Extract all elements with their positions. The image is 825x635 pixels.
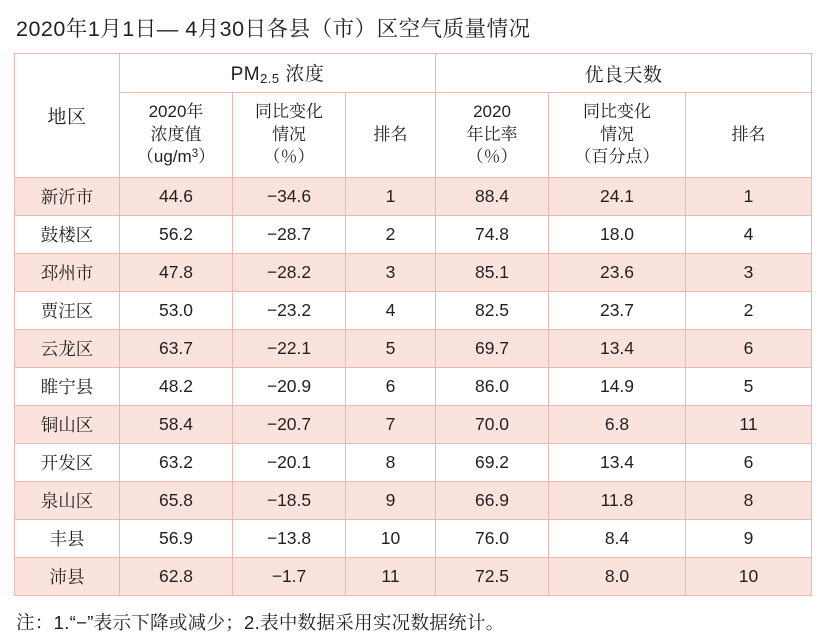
- cell-gd-rank: 10: [686, 558, 812, 596]
- table-group-header-row: [15, 54, 812, 93]
- pm-value-unit-exp: 3: [191, 148, 199, 161]
- pm-value-line3: [120, 146, 232, 169]
- table-subheader-row: [15, 93, 812, 178]
- cell-pm-change: −1.7: [233, 558, 346, 596]
- cell-pm-value: 63.7: [120, 330, 233, 368]
- cell-gd-rank: 3: [686, 254, 812, 292]
- cell-gd-value: 82.5: [436, 292, 549, 330]
- cell-pm-value: 48.2: [120, 368, 233, 406]
- cell-pm-value: 56.9: [120, 520, 233, 558]
- cell-region: 云龙区: [15, 330, 120, 368]
- cell-pm-rank: 8: [346, 444, 436, 482]
- cell-pm-value: 62.8: [120, 558, 233, 596]
- cell-region: 泉山区: [15, 482, 120, 520]
- pm-change-line3: （％）: [263, 147, 315, 167]
- cell-pm-rank: 7: [346, 406, 436, 444]
- cell-gd-change: 23.7: [549, 292, 686, 330]
- cell-gd-change: 18.0: [549, 216, 686, 254]
- cell-region: 铜山区: [15, 406, 120, 444]
- cell-gd-change: 13.4: [549, 444, 686, 482]
- cell-pm-change: −34.6: [233, 178, 346, 216]
- column-header-pm-value: [120, 93, 233, 178]
- cell-gd-value: 72.5: [436, 558, 549, 596]
- cell-pm-change: −22.1: [233, 330, 346, 368]
- cell-pm-value: 63.2: [120, 444, 233, 482]
- cell-region: 邳州市: [15, 254, 120, 292]
- cell-region: 沛县: [15, 558, 120, 596]
- cell-pm-change: −13.8: [233, 520, 346, 558]
- gd-change-line1: 同比变化: [583, 101, 651, 121]
- table-row: [15, 330, 812, 368]
- cell-pm-rank: 1: [346, 178, 436, 216]
- cell-pm-rank: 3: [346, 254, 436, 292]
- cell-pm-rank: 9: [346, 482, 436, 520]
- table-row: [15, 520, 812, 558]
- table-row: [15, 368, 812, 406]
- cell-pm-change: −20.7: [233, 406, 346, 444]
- cell-pm-value: 53.0: [120, 292, 233, 330]
- column-header-pm-change: [233, 93, 346, 178]
- cell-pm-rank: 5: [346, 330, 436, 368]
- gd-value-line3: （％）: [466, 147, 518, 167]
- table-row: [15, 178, 812, 216]
- cell-gd-value: 66.9: [436, 482, 549, 520]
- cell-pm-rank: 4: [346, 292, 436, 330]
- cell-gd-value: 74.8: [436, 216, 549, 254]
- pm25-label-sub: 2.5: [260, 71, 280, 87]
- cell-region: 睢宁县: [15, 368, 120, 406]
- page-title: 2020年1月1日— 4月30日各县（市）区空气质量情况: [16, 17, 531, 41]
- cell-pm-change: −28.7: [233, 216, 346, 254]
- cell-gd-change: 14.9: [549, 368, 686, 406]
- table-row: [15, 558, 812, 596]
- gd-change-line3: （百分点）: [574, 147, 660, 167]
- cell-pm-change: −20.1: [233, 444, 346, 482]
- gd-value-line1: 2020: [473, 101, 511, 121]
- cell-gd-rank: 5: [686, 368, 812, 406]
- table-footnote: 注：1.“−”表示下降或减少；2.表中数据采用实况数据统计。: [16, 612, 505, 633]
- air-quality-table: [14, 53, 812, 596]
- cell-region: 鼓楼区: [15, 216, 120, 254]
- cell-gd-change: 24.1: [549, 178, 686, 216]
- cell-pm-value: 47.8: [120, 254, 233, 292]
- cell-gd-change: 11.8: [549, 482, 686, 520]
- cell-gd-rank: 1: [686, 178, 812, 216]
- pm-change-line1: 同比变化: [255, 101, 323, 121]
- cell-pm-value: 65.8: [120, 482, 233, 520]
- cell-pm-value: 44.6: [120, 178, 233, 216]
- cell-region: 新沂市: [15, 178, 120, 216]
- cell-gd-value: 86.0: [436, 368, 549, 406]
- cell-gd-change: 8.0: [549, 558, 686, 596]
- cell-gd-rank: 2: [686, 292, 812, 330]
- cell-region: 贾汪区: [15, 292, 120, 330]
- cell-pm-change: −23.2: [233, 292, 346, 330]
- cell-pm-change: −20.9: [233, 368, 346, 406]
- pm-value-unit: （ug/m: [136, 147, 192, 167]
- column-header-pm-rank: 排名: [346, 93, 436, 178]
- cell-gd-value: 69.7: [436, 330, 549, 368]
- cell-gd-value: 76.0: [436, 520, 549, 558]
- cell-gd-rank: 8: [686, 482, 812, 520]
- cell-pm-rank: 2: [346, 216, 436, 254]
- cell-gd-change: 23.6: [549, 254, 686, 292]
- cell-gd-value: 85.1: [436, 254, 549, 292]
- column-group-header-pm25: [120, 54, 436, 93]
- cell-region: 丰县: [15, 520, 120, 558]
- cell-gd-value: 69.2: [436, 444, 549, 482]
- cell-pm-rank: 11: [346, 558, 436, 596]
- cell-gd-rank: 6: [686, 444, 812, 482]
- cell-pm-value: 56.2: [120, 216, 233, 254]
- column-header-gd-value: [436, 93, 549, 178]
- pm-value-line1: 2020年: [148, 101, 204, 121]
- gd-value-line2: 年比率: [466, 124, 518, 144]
- cell-pm-change: −18.5: [233, 482, 346, 520]
- cell-pm-change: −28.2: [233, 254, 346, 292]
- cell-gd-change: 8.4: [549, 520, 686, 558]
- column-header-region: 地区: [15, 54, 120, 178]
- column-header-gd-change: [549, 93, 686, 178]
- cell-gd-rank: 4: [686, 216, 812, 254]
- pm-value-line2: 浓度值: [150, 124, 202, 144]
- pm25-label-post: 浓度: [279, 64, 325, 86]
- table-row: [15, 406, 812, 444]
- pm25-label-pre: PM: [230, 64, 261, 86]
- column-group-header-good-days: 优良天数: [436, 54, 812, 93]
- gd-change-line2: 情况: [600, 124, 634, 144]
- pm-value-unit-end: ）: [198, 147, 216, 167]
- cell-gd-value: 70.0: [436, 406, 549, 444]
- cell-region: 开发区: [15, 444, 120, 482]
- table-row: [15, 482, 812, 520]
- table-row: [15, 444, 812, 482]
- cell-gd-rank: 9: [686, 520, 812, 558]
- table-row: [15, 292, 812, 330]
- cell-gd-rank: 11: [686, 406, 812, 444]
- cell-pm-rank: 10: [346, 520, 436, 558]
- table-row: [15, 254, 812, 292]
- cell-gd-change: 13.4: [549, 330, 686, 368]
- table-row: [15, 216, 812, 254]
- cell-pm-rank: 6: [346, 368, 436, 406]
- column-header-gd-rank: 排名: [686, 93, 812, 178]
- pm-change-line2: 情况: [272, 124, 306, 144]
- cell-gd-rank: 6: [686, 330, 812, 368]
- cell-gd-change: 6.8: [549, 406, 686, 444]
- cell-pm-value: 58.4: [120, 406, 233, 444]
- cell-gd-value: 88.4: [436, 178, 549, 216]
